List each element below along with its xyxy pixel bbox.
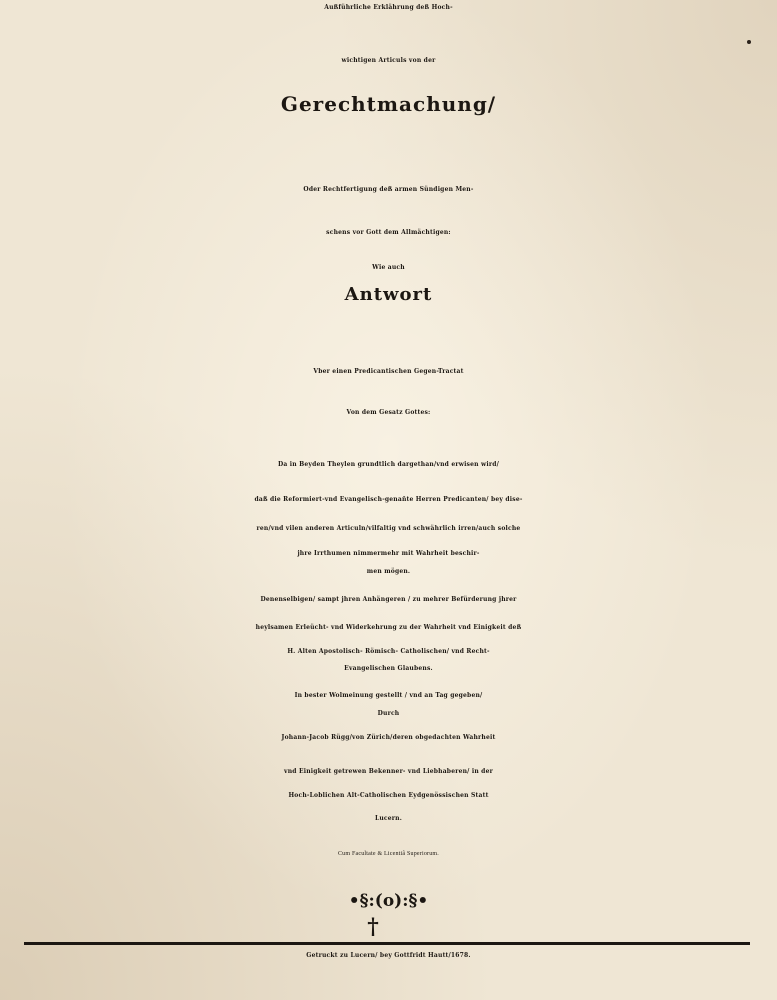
durch-line: Durch — [377, 710, 400, 717]
body-line-2: daß die Reformiert-vnd Evangelisch-genañte Herren Predicanten/ bey dise- — [254, 496, 523, 503]
author-line-2: vnd Einigkeit getrewen Bekenner- vnd Liebhaberen/ in der — [284, 768, 493, 775]
dedication-line-4: Evangelischen Glaubens. — [344, 665, 433, 672]
title-line-2: wichtigen Articuls von der — [341, 57, 436, 64]
wie-auch-line: Wie auch — [372, 264, 405, 271]
subtitle-line-1: Oder Rechtfertigung deß armen Sündigen Men- — [303, 186, 474, 193]
body-line-4: jhre Irrthumen nimmermehr mit Wahrheit beschir- — [297, 550, 480, 557]
body-line-3: ren/vnd vilen anderen Articuln/vilfaltig vnd schwährlich irren/auch solche — [256, 525, 521, 532]
ink-speck — [747, 40, 751, 44]
author-line-1: Johann-Jacob Rügg/von Zürich/deren obgedachten Wahrheit — [281, 734, 496, 741]
dagger-ornament: † — [367, 914, 379, 940]
main-title-antwort: Antwort — [344, 284, 433, 305]
dedication-line-3: H. Alten Apostolisch- Römisch- Catholischen/ vnd Recht- — [287, 648, 490, 655]
author-line-3: Hoch-Loblichen Alt-Catholischen Eydgenössischen Statt — [288, 792, 489, 799]
title-line-1: Außführliche Erklährung deß Hoch- — [324, 4, 453, 11]
body-line-1: Da in Beyden Theylen grundtlich dargethan/vnd erwisen wird/ — [278, 461, 499, 468]
main-title-gerechtmachung: Gerechtmachung/ — [280, 92, 497, 116]
imprint-rule — [24, 942, 750, 945]
gesatz-gottes-line: Von dem Gesatz Gottes: — [346, 409, 431, 416]
tractat-line: Vber einen Predicantischen Gegen-Tractat — [313, 368, 464, 375]
body-line-5: men mögen. — [366, 568, 411, 575]
lucern-line: Lucern. — [374, 815, 403, 822]
imprimatur-line: Cum Facultate & Licentiâ Superiorum. — [337, 851, 439, 857]
imprint-line: Getruckt zu Lucern/ bey Gottfridt Hautt/1678. — [306, 952, 471, 959]
dedication-line-2: heylsamen Erleücht- vnd Widerkehrung zu der Wahrheit vnd Einigkeit deß — [255, 624, 522, 631]
wolmeinung-line: In bester Wolmeinung gestellt / vnd an Tag gegeben/ — [294, 692, 483, 699]
subtitle-line-2: schens vor Gott dem Allmächtigen: — [326, 229, 451, 236]
printers-ornament: •§:(o):§• — [348, 891, 429, 911]
dedication-line-1: Denenselbigen/ sampt jhren Anhängeren / zu mehrer Befürderung jhrer — [260, 596, 517, 603]
